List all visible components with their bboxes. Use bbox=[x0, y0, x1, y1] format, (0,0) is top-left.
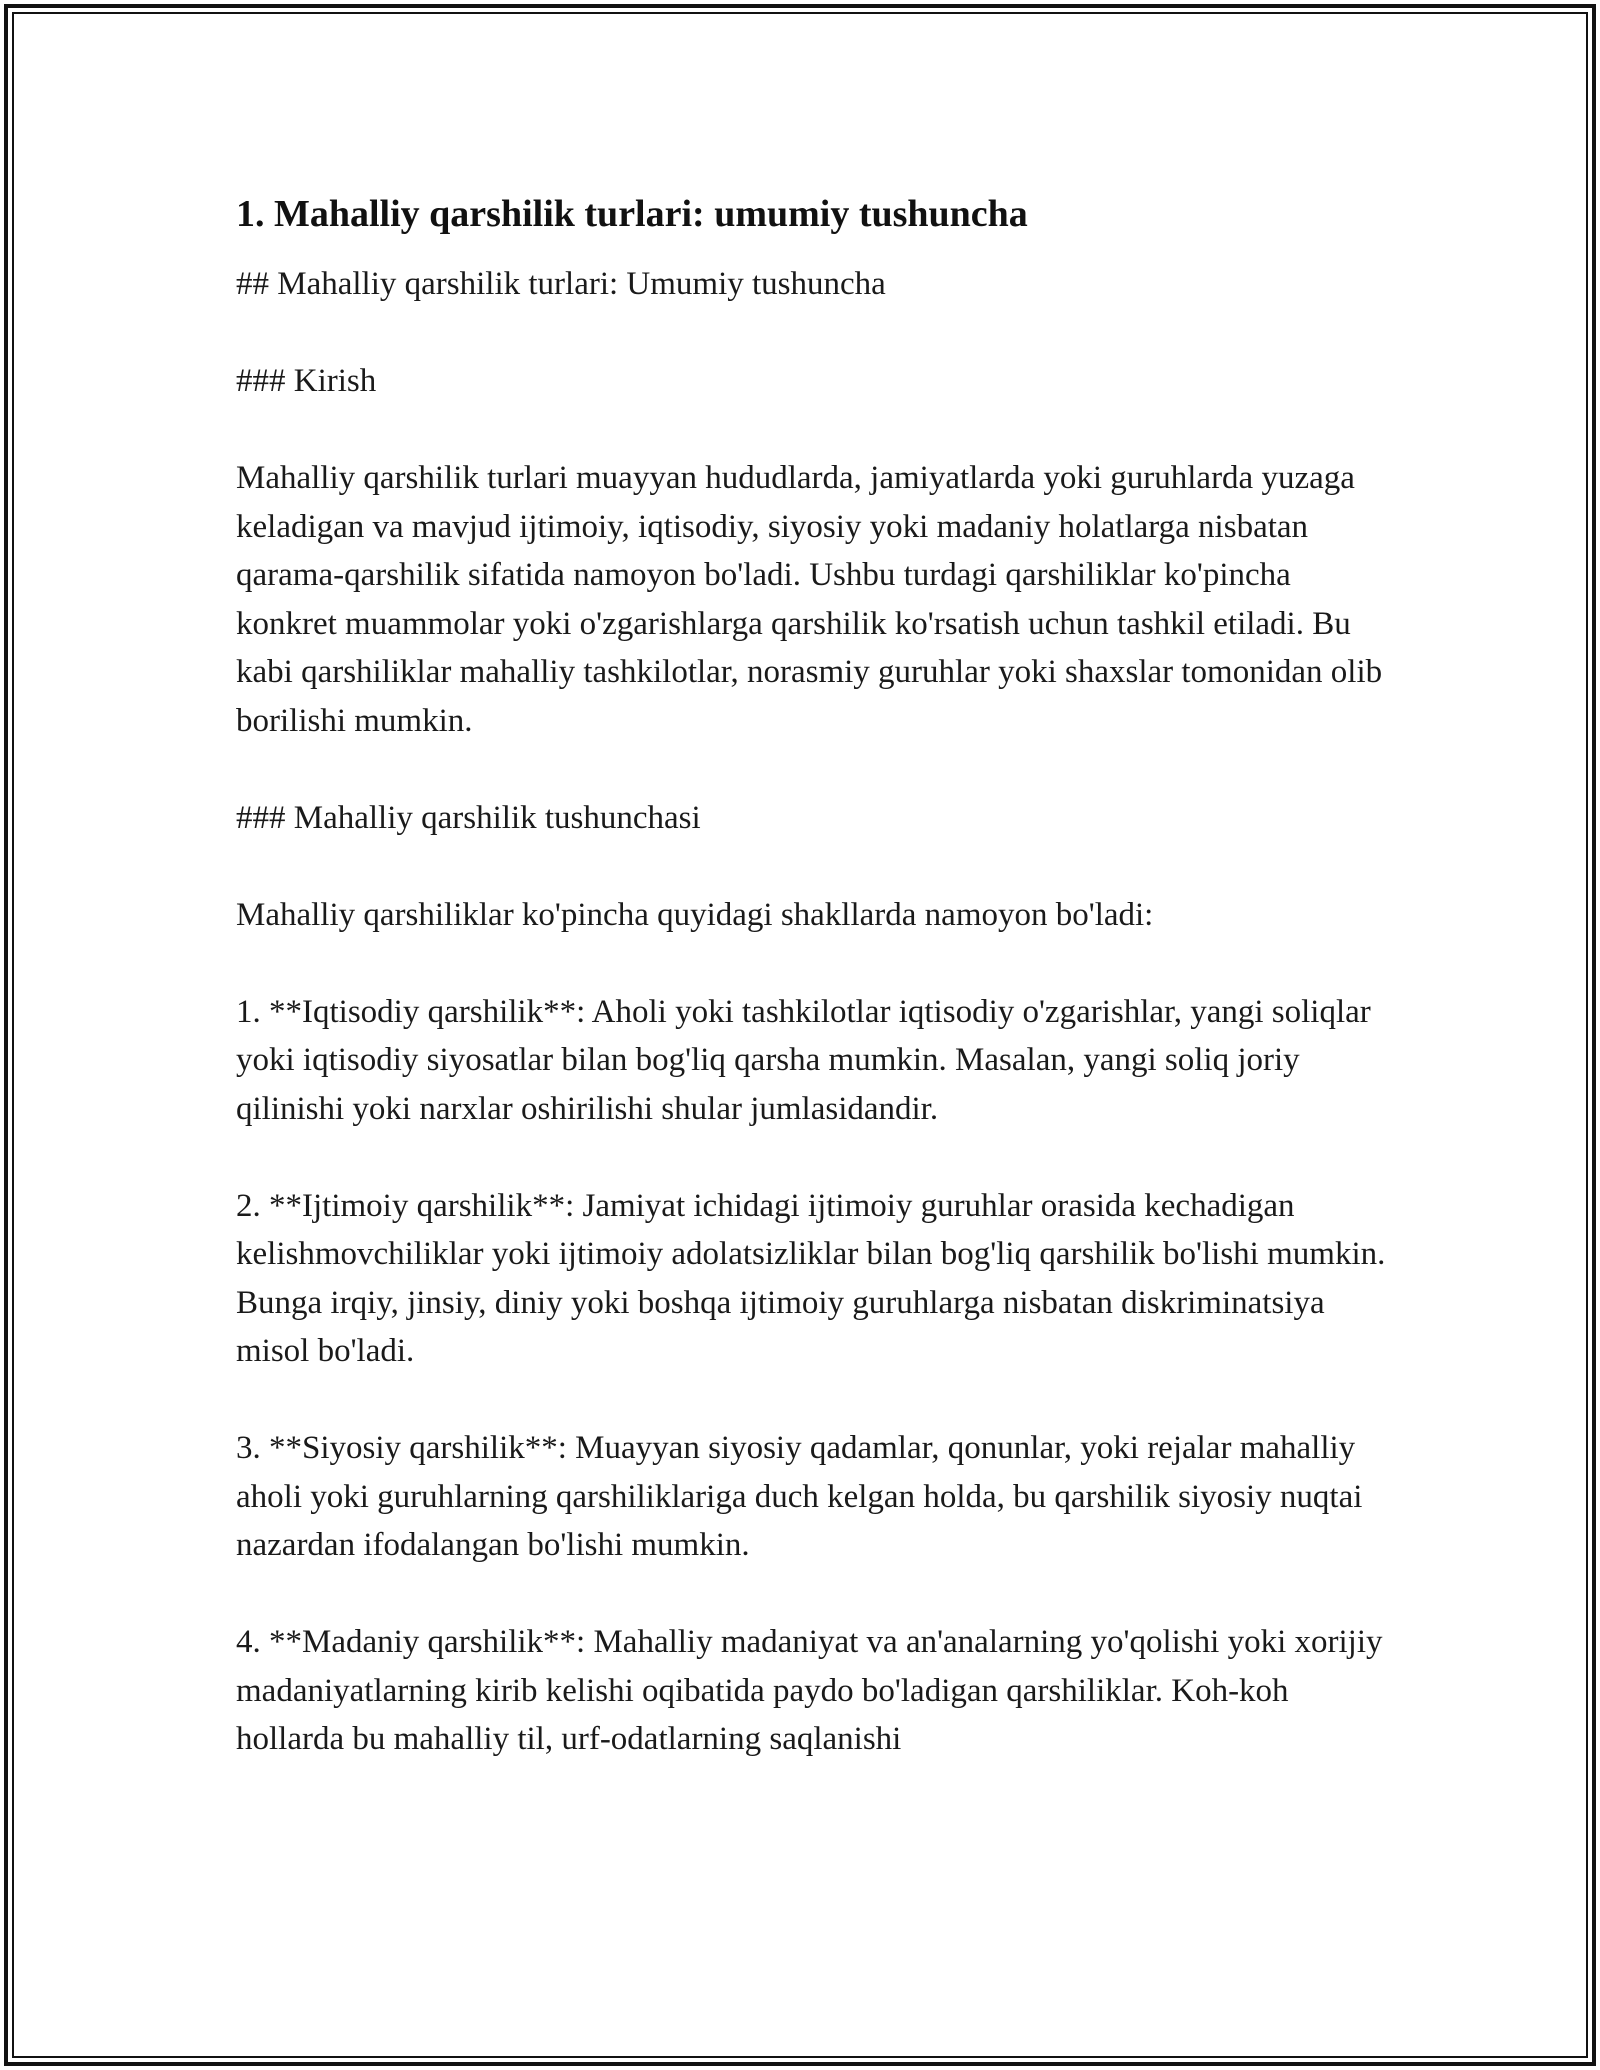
list-item-siyosiy: 3. **Siyosiy qarshilik**: Muayyan siyosiy qadamlar, qonunlar, yoki rejalar mahalliy aholi yoki guruhlarning qarshiliklariga duch kelgan holda, bu qarshilik siyosiy nuqtai nazardan ifodalangan bo'lishi mumkin. bbox=[236, 1430, 1363, 1563]
intro-paragraph: Mahalliy qarshilik turlari muayyan hududlarda, jamiyatlarda yoki guruhlarda yuzaga keladigan va mavjud ijtimoiy, iqtisodiy, siyosiy yoki madaniy holatlarga nisbatan qarama-qarshilik sifatida namoyon bo'ladi. Ushbu turdagi qarshiliklar ko'pincha konkret muammolar yoki o'zgarishlarga qarshilik ko'rsatish uchun tashkil etiladi. Bu kabi qarshiliklar mahalliy tashkilotlar, norasmiy guruhlar yoki shaxslar tomonidan olib borilishi mumkin. bbox=[236, 460, 1383, 739]
document-body bbox=[236, 186, 1386, 1764]
list-item-iqtisodiy: 1. **Iqtisodiy qarshilik**: Aholi yoki tashkilotlar iqtisodiy o'zgarishlar, yangi soliqlar yoki iqtisodiy siyosatlar bilan bog'liq qarsha mumkin. Masalan, yangi soliq joriy qilinishi yoki narxlar oshirilishi shular jumlasidandir. bbox=[236, 993, 1371, 1127]
list-lead-paragraph: Mahalliy qarshiliklar ko'pincha quyidagi shakllarda namoyon bo'ladi: bbox=[236, 896, 1154, 933]
heading-kirish: ### Kirish bbox=[236, 363, 377, 399]
list-item-madaniy: 4. **Madaniy qarshilik**: Mahalliy madaniyat va an'analarning yo'qolishi yoki xorijiy madaniyatlarning kirib kelishi oqibatida paydo bo'ladigan qarshiliklar. Koh-koh hollarda bu mahalliy til, urf-odatlarning saqlanishi bbox=[236, 1624, 1383, 1757]
heading-tushunchasi: ### Mahalliy qarshilik tushunchasi bbox=[236, 799, 701, 836]
list-item-ijtimoiy: 2. **Ijtimoiy qarshilik**: Jamiyat ichidagi ijtimoiy guruhlar orasida kechadigan kelishmovchiliklar yoki ijtimoiy adolatsizliklar bilan bog'liq qarshilik bo'lishi mumkin. Bunga irqiy, jinsiy, diniy yoki boshqa ijtimoiy guruhlarga nisbatan diskriminatsiya misol bo'ladi. bbox=[236, 1187, 1386, 1369]
heading-main: ## Mahalliy qarshilik turlari: Umumiy tushuncha bbox=[236, 266, 886, 302]
document-title: 1. Mahalliy qarshilik turlari: umumiy tushuncha bbox=[236, 193, 1028, 235]
